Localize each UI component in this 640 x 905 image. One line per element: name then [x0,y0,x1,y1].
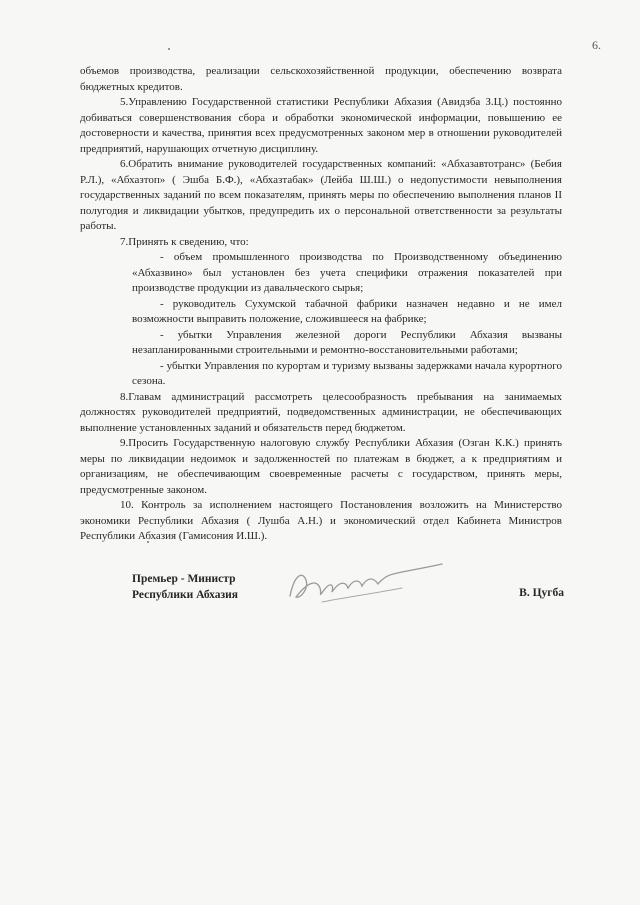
signatory-name: В. Цугба [519,587,564,599]
sub-item: - объем промышленного производства по Производственному объединению «Абхазвино» был установлен без учета специфики отражения показателей при производстве продукции из давальческого сырья; [132,251,562,294]
sub-item: - убытки Управления по курортам и туризму вызваны задержками начала курортного сезона. [132,359,562,387]
signatory-title-line1: Премьер - Министр [132,573,236,585]
paragraph: 8.Главам администраций рассмотреть целесообразность пребывания на занимаемых должностях руководителей предприятий, подведомственных администрации, не обеспечивающих выполнение установленных заданий и обязательств перед бюджетом. [80,390,562,434]
handwritten-signature [282,554,452,614]
paragraph: 10. Контроль за исполнением настоящего Постановления возложить на Министерство экономики Республики Абхазия ( Лушба А.Н.) и экономический отдел Кабинета Министров Республики Абхазия (Гамисония И.Ш.). [80,499,562,542]
scan-speck [168,48,170,50]
page-number: 6. [592,38,601,52]
document-body [80,64,562,545]
paragraph: 5.Управлению Государственной статистики Республики Абхазия (Авидзба З.Ц.) постоянно добиваться совершенствования сбора и обработки экономической информации, повышению ее достоверности и качества, принятия всех предусмотренных законом мер в отношении руководителей предприятий, нарушающих отчетную дисциплину. [80,96,562,155]
paragraph: 9.Просить Государственную налоговую службу Республики Абхазия (Озган К.К.) принять меры по ликвидации недоимок и задолженностей по платежам в бюджет, а к предприятиям и организациям, не обеспечивающим своевременные расчеты с государством, принять меры, предусмотренные законом. [80,437,562,496]
signatory-title-line2: Республики Абхазия [132,588,238,601]
sub-item: - убытки Управления железной дороги Республики Абхазия вызваны незапланированными строительными и ремонтно-восстановительными работами; [132,328,562,356]
paragraph: 7.Принять к сведению, что: [120,235,249,248]
signature-block [132,572,564,612]
paragraph: объемов производства, реализации сельскохозяйственной продукции, обеспечению возврата бюджетных кредитов. [80,65,562,93]
signatory-title [132,572,238,603]
paragraph: 6.Обратить внимание руководителей государственных компаний: «Абхазавтотранс» (Бебия Р.Л.), «Абхазтоп» ( Эшба Б.Ф.), «Абхазтабак» (Лейба Ш.Ш.) о недопустимости невыполнения государственных заданий по всем показателям, принять меры по обеспечению выполнения планов II полугодия и ликвидации убытков, предупредить их о персональной ответственности за результаты работы. [80,158,562,232]
sub-item: - руководитель Сухумской табачной фабрики назначен недавно и не имел возможности выправить положение, сложившееся на фабрике; [132,297,562,325]
